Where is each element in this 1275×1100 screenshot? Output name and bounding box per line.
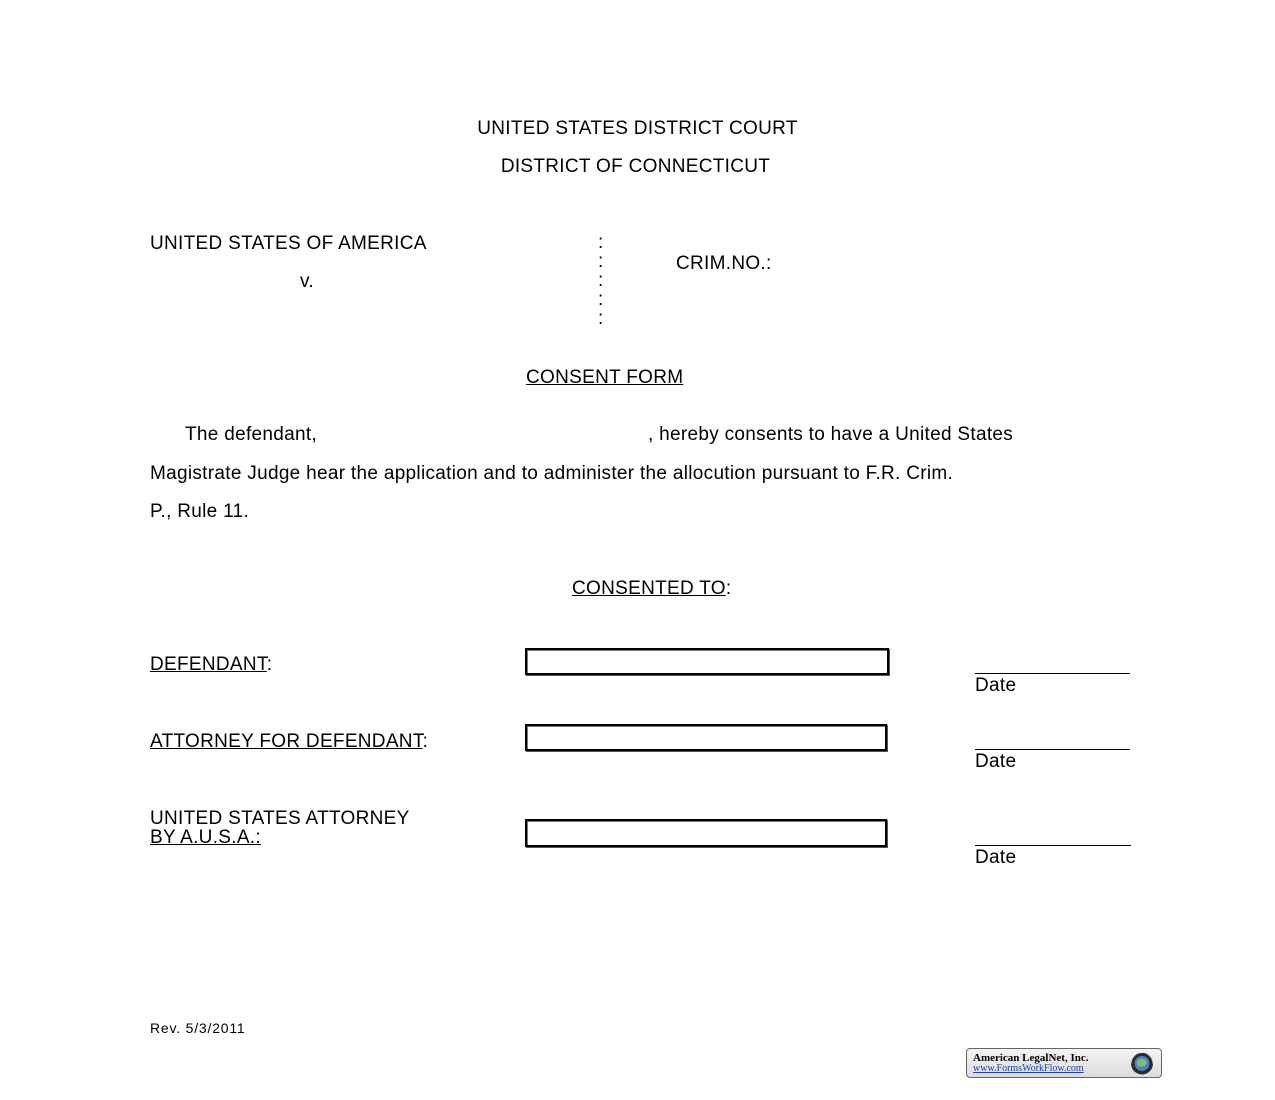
- usa-date-label: Date: [975, 847, 1017, 868]
- caption-versus: v.: [300, 271, 314, 292]
- caption-plaintiff: UNITED STATES OF AMERICA: [150, 233, 427, 254]
- form-title: CONSENT FORM: [526, 367, 684, 388]
- caption-colon-1: :: [598, 232, 604, 253]
- defendant-signature-field[interactable]: [525, 648, 889, 675]
- court-district: DISTRICT OF CONNECTICUT: [500, 156, 771, 177]
- body-line1-end: , hereby consents to have a United States: [648, 424, 1014, 445]
- logo-name: American LegalNet, Inc.: [973, 1052, 1089, 1064]
- attorney-label: [150, 731, 428, 753]
- logo-url[interactable]: www.FormsWorkFlow.com: [973, 1063, 1084, 1074]
- caption-colon-4: :: [598, 289, 604, 310]
- body-line3: P., Rule 11.: [150, 501, 250, 522]
- usa-label-line1: UNITED STATES ATTORNEY: [150, 808, 410, 829]
- defendant-date-label: Date: [975, 675, 1017, 696]
- defendant-label-colon: :: [266, 654, 273, 675]
- usa-date-line: [975, 845, 1131, 846]
- attorney-label-text: ATTORNEY FOR DEFENDANT: [150, 731, 423, 752]
- body-line1-start: The defendant,: [185, 424, 318, 445]
- caption-colon-5: :: [598, 308, 604, 329]
- revision-label: Rev. 5/3/2011: [150, 1020, 246, 1036]
- court-title: UNITED STATES DISTRICT COURT: [477, 118, 798, 139]
- attorney-signature-field[interactable]: [525, 724, 887, 751]
- american-legalnet-logo[interactable]: [966, 1048, 1162, 1078]
- attorney-date-label: Date: [975, 751, 1017, 772]
- globe-icon: [1127, 1051, 1157, 1076]
- body-line2: Magistrate Judge hear the application and to administer the allocution pursuant to F.R. Crim.: [150, 463, 954, 484]
- consented-heading-text: CONSENTED TO: [572, 578, 726, 599]
- attorney-label-colon: :: [422, 731, 429, 752]
- consented-heading: [572, 578, 731, 600]
- defendant-date-line: [975, 673, 1130, 674]
- defendant-label: [150, 654, 272, 676]
- crim-no-label: CRIM.NO.:: [676, 253, 772, 274]
- consented-heading-colon: :: [725, 578, 732, 599]
- attorney-date-line: [975, 749, 1130, 750]
- defendant-label-text: DEFENDANT: [150, 654, 267, 675]
- usa-signature-field[interactable]: [525, 819, 887, 847]
- caption-colon-2: :: [598, 251, 604, 272]
- usa-label-line2: BY A.U.S.A.:: [150, 827, 261, 848]
- caption-colon-3: :: [598, 270, 604, 291]
